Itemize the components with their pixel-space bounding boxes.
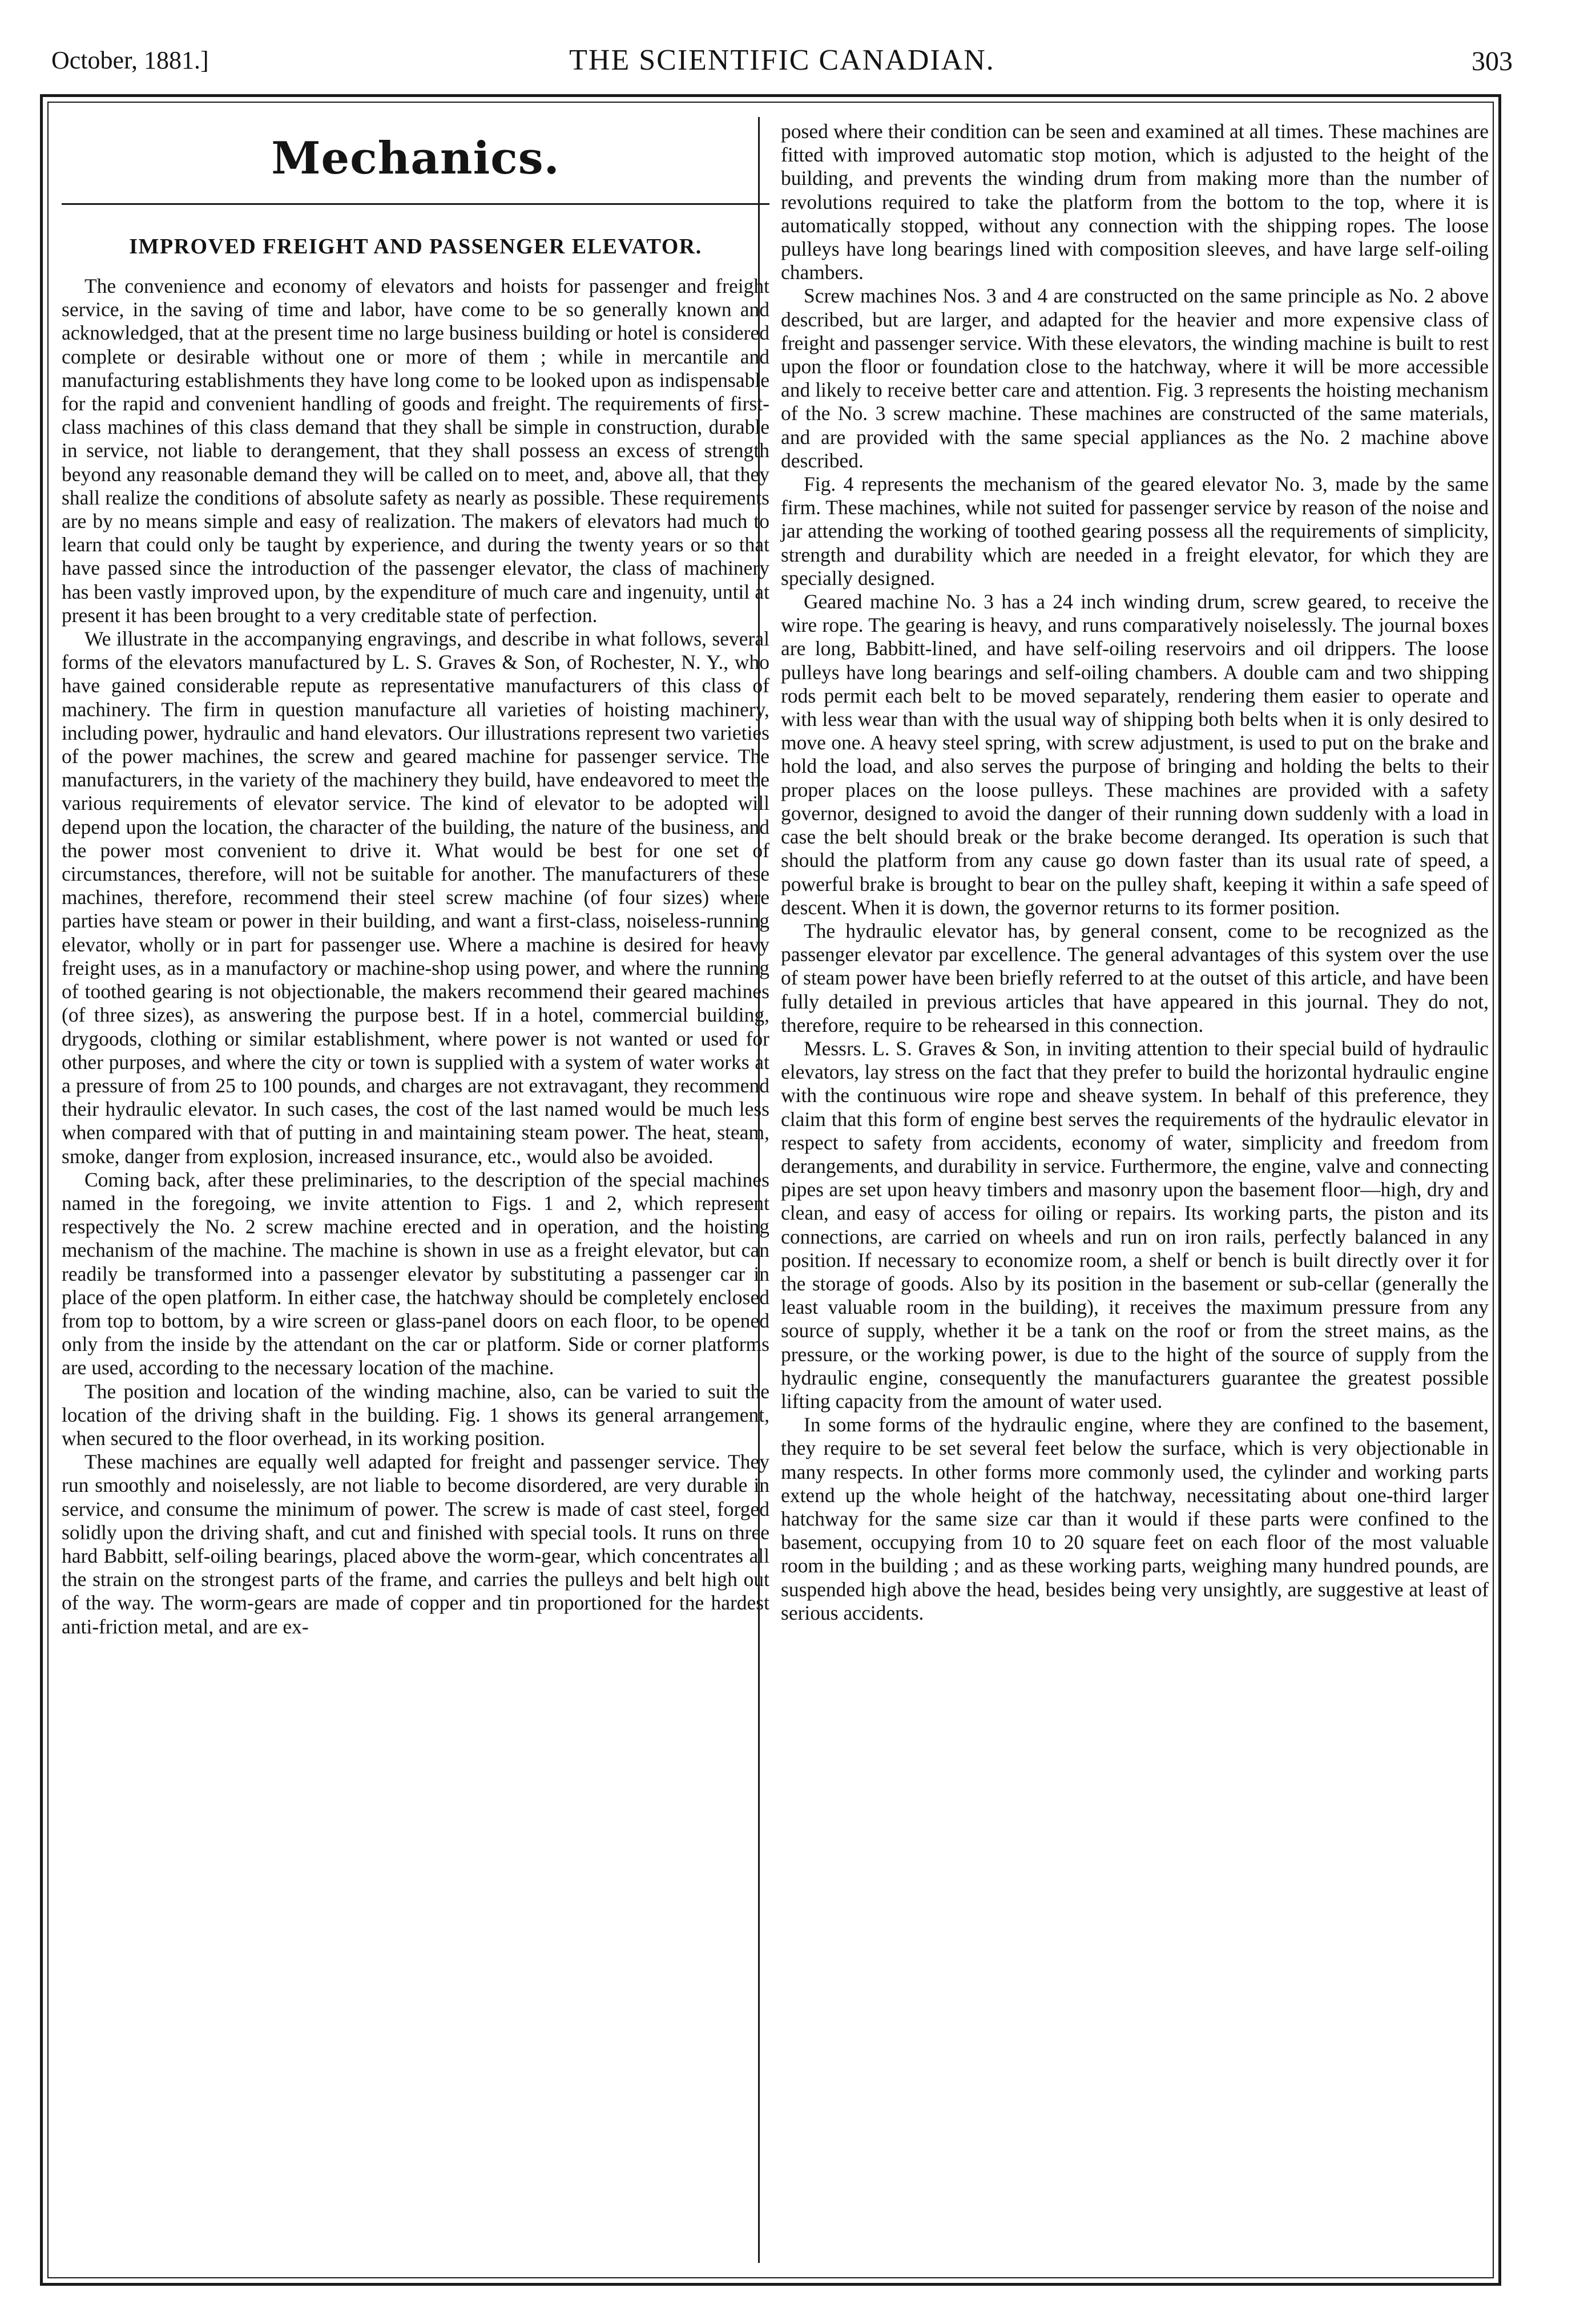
paragraph: Geared machine No. 3 has a 24 inch winding drum, screw geared, to receive the wire rope. The gearing is heavy, and runs comparatively noiselessly. The journal boxes are long, Babbitt-lined, and have self-oiling reservoirs and oil drippers. The loose pulleys have long bearings and self-oiling chambers. A double cam and two shipping rods permit each belt to be moved separately, rendering them easier to operate and with less wear than with the usual way of shipping both belts when it is only desired to move one. A heavy steel spring, with screw adjustment, is used to put on the brake and hold the load, and also serves the purpose of bringing and holding the belts to their proper places on the loose pulleys. These machines are provided with a safety governor, designed to avoid the danger of their running down suddenly with a load in case the belt should break or the brake become deranged. Its operation is such that should the platform from any cause go down faster than its usual rate of speed, a powerful brake is brought to bear on the pulley shaft, keeping it within a safe speed of descent. When it is down, the governor returns to its former position. bbox=[781, 590, 1489, 919]
paragraph: We illustrate in the accompanying engravings, and describe in what follows, several forms of the elevators manufactured by L. S. Graves & Son, of Rochester, N. Y., who have gained considerable repute as representative manufacturers of this class of machinery. The firm in question manufacture all varieties of hoisting machinery, including power, hydraulic and hand elevators. Our illustrations represent two varieties of the power machines, the screw and geared machine for passenger service. The manufacturers, in the variety of the machinery they build, have endeavored to meet the various requirements of elevator service. The kind of elevator to be adopted will depend upon the location, the character of the building, the nature of the business, and the power most convenient to drive it. What would be best for one set of circumstances, therefore, will not be suitable for another. The manufacturers of these machines, therefore, recommend their steel screw machine (of four sizes) where parties have steam or power in their building, and want a first-class, noiseless-running elevator, wholly or in part for passenger use. Where a machine is desired for heavy freight uses, as in a manufactory or machine-shop using power, and where the running of toothed gearing is not objectionable, the makers recommend their geared machines (of three sizes), as answering the purpose best. If in a hotel, commercial building, drygoods, clothing or similar establishment, where power is not wanted or used for other purposes, and where the city or town is supplied with a system of water works at a pressure of from 25 to 100 pounds, and charges are not extravagant, they recommend their hydraulic elevator. In such cases, the cost of the last named would be much less when compared with that of putting in and maintaining steam power. The heat, steam, smoke, danger from explosion, increased insurance, etc., would also be avoided. bbox=[62, 627, 769, 1168]
section-rule bbox=[62, 203, 769, 205]
journal-title: THE SCIENTIFIC CANADIAN. bbox=[569, 44, 995, 76]
paragraph: The hydraulic elevator has, by general consent, come to be recognized as the passenger elevator par excellence. The general advantages of this system over the use of steam power have been briefly referred to at the outset of this article, and have been fully detailed in previous articles that have appeared in this journal. They do not, therefore, require to be rehearsed in this connection. bbox=[781, 919, 1489, 1036]
paragraph: The convenience and economy of elevators and hoists for passenger and freight service, in the saving of time and labor, have come to be so generally known and acknowledged, that at the present time no large business building or hotel is considered complete or desirable without one or more of them ; while in mercantile and manufacturing establishments they have long come to be looked upon as indispensable for the rapid and convenient handling of goods and freight. The requirements of first-class machines of this class demand that they shall be simple in construction, durable in service, not liable to derangement, that they shall possess an excess of strength beyond any reasonable demand they will be called on to meet, and, above all, that they shall realize the conditions of absolute safety as nearly as possible. These requirements are by no means simple and easy of realization. The makers of elevators had much to learn that could only be taught by experience, and during the twenty years or so that have passed since the introduction of the passenger elevator, the class of machinery has been vastly improved upon, by the expenditure of much care and ingenuity, until at present it has been brought to a very creditable state of perfection. bbox=[62, 275, 769, 627]
paragraph: Messrs. L. S. Graves & Son, in inviting attention to their special build of hydraulic elevators, lay stress on the fact that they prefer to build the horizontal hydraulic engine with the continuous wire rope and sheave system. In behalf of this preference, they claim that this form of engine best serves the requirements of the hydraulic elevator in respect to safety from accidents, economy of water, simplicity and freedom from derangements, and durability in service. Furthermore, the engine, valve and connecting pipes are set upon heavy timbers and masonry upon the basement floor—high, dry and clean, and easy of access for oiling or repairs. Its working parts, the piston and its connections, are carried on wheels and run on iron rails, perfectly balanced in any position. If necessary to economize room, a shelf or bench is built directly over it for the storage of goods. Also by its position in the basement or sub-cellar (generally the least valuable room in the building), it receives the maximum pressure from any source of supply, whether it be a tank on the roof or from the street mains, as the pressure, or the working power, is due to the hight of the source of supply from the hydraulic engine, consequently the manufacturers guarantee the greatest possible lifting capacity from the amount of water used. bbox=[781, 1036, 1489, 1413]
running-header bbox=[51, 46, 1513, 86]
paragraph: Screw machines Nos. 3 and 4 are constructed on the same principle as No. 2 above described, but are larger, and adapted for the heavier and more expensive class of freight and passenger service. With these elevators, the winding machine is built to rest upon the floor or foundation close to the hatchway, where it will be more accessible and likely to receive better care and attention. Fig. 3 represents the hoisting mechanism of the No. 3 screw machine. These machines are constructed of the same materials, and are provided with the same special appliances as the No. 2 machine above described. bbox=[781, 284, 1489, 472]
paragraph: These machines are equally well adapted for freight and passenger service. They run smoothly and noiselessly, are not liable to become disordered, are very durable in service, and consume the minimum of power. The screw is made of cast steel, forged solidly upon the driving shaft, and cut and finished with special tools. It runs on three hard Babbitt, self-oiling bearings, placed above the worm-gear, which concentrates all the strain on the strongest parts of the frame, and carries the pulleys and belt high out of the way. The worm-gears are made of copper and tin proportioned for the hardest anti-friction metal, and are ex- bbox=[62, 1450, 769, 1638]
paragraph: In some forms of the hydraulic engine, where they are confined to the basement, they require to be set several feet below the surface, which is very objectionable in many respects. In other forms more commonly used, the cylinder and working parts extend up the whole height of the hatchway, necessitating about one-third larger hatchway for the same size car than it would if these parts were confined to the basement, occupying from 10 to 20 square feet on each floor of the most valuable room in the building ; and as these working parts, weighing many hundred pounds, are suspended high above the head, besides being very unsightly, are suggestive at least of serious accidents. bbox=[781, 1413, 1489, 1624]
paragraph-continued: posed where their condition can be seen and examined at all times. These machines are fitted with improved automatic stop motion, which is adjusted to the height of the building, and prevents the winding drum from making more than the number of revolutions required to take the platform from the bottom to the top, where it is automatically stopped, without any connection with the shipping ropes. The loose pulleys have long bearings lined with composition sleeves, and have large self-oiling chambers. bbox=[781, 120, 1489, 284]
page-number: 303 bbox=[1472, 46, 1513, 76]
paragraph: Coming back, after these preliminaries, to the description of the special machines named in the foregoing, we invite attention to Figs. 1 and 2, which represent respectively the No. 2 screw machine erected and in operation, and the hoisting mechanism of the machine. The machine is shown in use as a freight elevator, but can readily be transformed into a passenger elevator by substituting a passenger car in place of the open platform. In either case, the hatchway should be completely enclosed from top to bottom, by a wire screen or glass-panel doors on each floor, to be opened only from the inside by the attendant on the car or platform. Side or corner platforms are used, according to the necessary location of the machine. bbox=[62, 1168, 769, 1379]
right-column bbox=[781, 120, 1489, 1625]
left-column bbox=[62, 120, 769, 1639]
article-title: IMPROVED FREIGHT AND PASSENGER ELEVATOR. bbox=[129, 235, 702, 259]
section-title: Mechanics. bbox=[271, 132, 560, 184]
issue-date: October, 1881.] bbox=[51, 46, 209, 74]
paragraph: The position and location of the winding machine, also, can be varied to suit the location of the driving shaft in the building. Fig. 1 shows its general arrangement, when secured to the floor overhead, in its working position. bbox=[62, 1379, 769, 1450]
paragraph: Fig. 4 represents the mechanism of the geared elevator No. 3, made by the same firm. These machines, while not suited for passenger service by reason of the noise and jar attending the working of toothed gearing possess all the requirements of simplicity, strength and durability which are needed in a freight elevator, for which they are specially designed. bbox=[781, 473, 1489, 590]
